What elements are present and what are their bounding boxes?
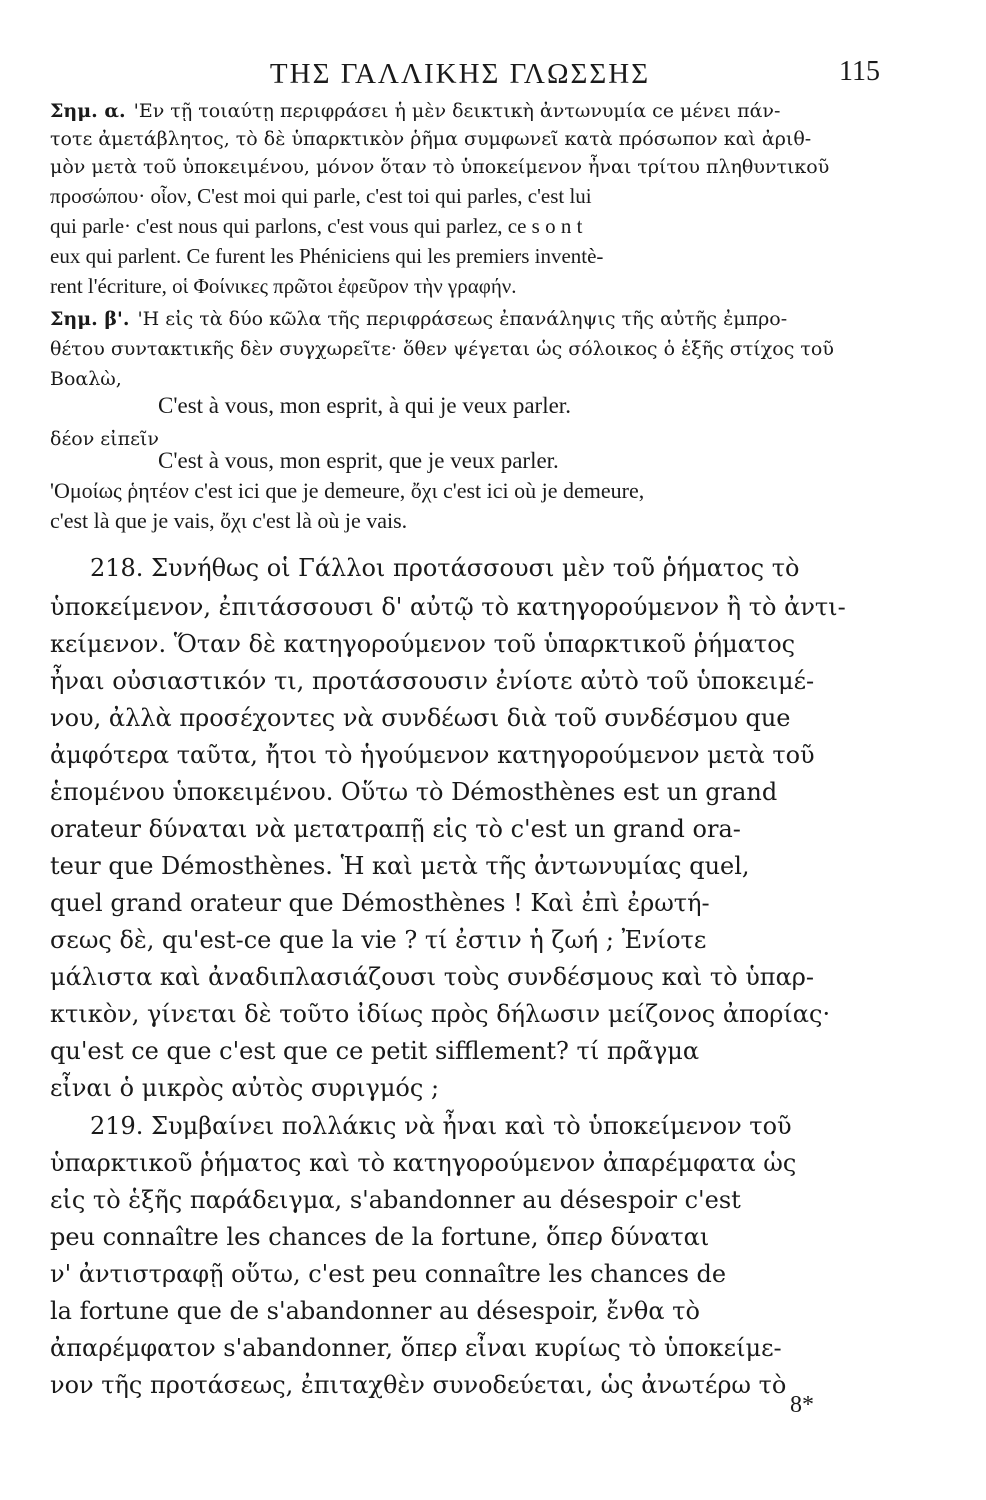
note-a-line-1	[50, 100, 878, 122]
s219-line-1	[50, 1112, 918, 1140]
s219-number: 219.	[90, 1112, 144, 1140]
note-c-line-2: c'est là que je vais, ὄχι c'est là où je vais.	[50, 508, 408, 533]
note-c-line-1: 'Ομοίως ῥητέον c'est ici que je demeure, ὄχι c'est ici où je demeure,	[50, 478, 645, 503]
note-a-line-6: eux qui parlent. Ce furent les Phéniciens qui les premiers inventè-	[50, 244, 604, 268]
s218-number: 218.	[90, 554, 144, 582]
page-number: 115	[839, 56, 880, 87]
s218-line-15: εἶναι ὁ μικρὸς αὐτὸς συριγμός ;	[50, 1074, 440, 1102]
note-a-line-2: τοτε ἀμετάβλητος, τὸ δὲ ὑπαρκτικὸν ῥῆμα συμφωνεῖ κατὰ πρόσωπον καὶ ἀριθ-	[50, 128, 812, 150]
note-a-line-7: rent l'écriture, οἱ Φοίνικες πρῶτοι ἐφεῦρον τὴν γραφήν.	[50, 274, 517, 298]
note-b-label: Σημ. β'.	[50, 308, 130, 330]
note-b-line-3: Βοαλὼ,	[50, 368, 122, 390]
s218-line-13: κτικὸν, γίνεται δὲ τοῦτο ἰδίως πρὸς δήλωσιν μείζονος ἀπορίας·	[50, 1000, 831, 1028]
s218-line-5: νου, ἀλλὰ προσέχοντες νὰ συνδέωσι διὰ τοῦ συνδέσμου que	[50, 704, 791, 732]
signature-mark: 8*	[790, 1392, 814, 1418]
s218-line-7: ἑπομένου ὑποκειμένου. Οὕτω τὸ Démosthènes est un grand	[50, 778, 778, 806]
s219-line-3: εἰς τὸ ἑξῆς παράδειγμα, s'abandonner au désespoir c'est	[50, 1186, 741, 1214]
s219-line-2: ὑπαρκτικοῦ ῥήματος καὶ τὸ κατηγορούμενον ἀπαρέμφατα ὡς	[50, 1149, 797, 1177]
s219-line-6: la fortune que de s'abandonner au désespoir, ἔνθα τὸ	[50, 1297, 700, 1325]
s219-line-4: peu connaître les chances de la fortune, ὅπερ δύναται	[50, 1223, 710, 1251]
note-b-line-2: θέτου συντακτικῆς δὲν συγχωρεῖτε· ὅθεν ψέγεται ὡς σόλοικος ὁ ἑξῆς στίχος τοῦ	[50, 338, 834, 360]
s218-line-9: teur que Démosthènes. Ἡ καὶ μετὰ τῆς ἀντωνυμίας quel,	[50, 852, 750, 880]
s218-line-1	[50, 554, 918, 582]
quote-2: C'est à vous, mon esprit, que je veux parler.	[158, 448, 559, 473]
s218-line-12: μάλιστα καὶ ἀναδιπλασιάζουσι τοὺς συνδέσμους καὶ τὸ ὑπαρ-	[50, 963, 815, 991]
deon-eipein: δέον εἰπεῖν	[50, 428, 159, 450]
s218-line-11: σεως δὲ, qu'est-ce que la vie ? τί ἐστιν ἡ ζωή ; Ἐνίοτε	[50, 926, 707, 954]
note-a-line-4: προσώπου· οἷον, C'est moi qui parle, c'est toi qui parles, c'est lui	[50, 184, 592, 208]
s218-line-10: quel grand orateur que Démosthènes ! Καὶ ἐπὶ ἐρωτή-	[50, 889, 710, 917]
note-b-line-1	[50, 308, 878, 330]
s218-text-first: Συνήθως οἱ Γάλλοι προτάσσουσι μὲν τοῦ ῥήματος τὸ	[151, 554, 800, 582]
note-a-text: 'Εν τῇ τοιαύτῃ περιφράσει ἡ μὲν δεικτικὴ ἀντωνυμία ce μένει πάν-	[133, 100, 781, 122]
s218-line-6: ἀμφότερα ταῦτα, ἤτοι τὸ ἡγούμενον κατηγορούμενον μετὰ τοῦ	[50, 741, 815, 769]
running-title: ΤΗΣ ΓΑΛΛΙΚΗΣ ΓΛΩΣΣΗΣ	[269, 58, 651, 90]
s219-line-5: ν' ἀντιστραφῇ οὕτω, c'est peu connaître les chances de	[50, 1260, 727, 1288]
s218-line-3: κείμενον. Ὅταν δὲ κατηγορούμενον τοῦ ὑπαρκτικοῦ ῥήματος	[50, 630, 796, 658]
s219-line-7: ἀπαρέμφατον s'abandonner, ὅπερ εἶναι κυρίως τὸ ὑποκείμε-	[50, 1334, 782, 1362]
s219-text-first: Συμβαίνει πολλάκις νὰ ἦναι καὶ τὸ ὑποκείμενον τοῦ	[151, 1112, 792, 1140]
s218-line-8: orateur δύναται νὰ μετατραπῇ εἰς τὸ c'est un grand ora-	[50, 815, 741, 843]
note-a-line-3: μὸν μετὰ τοῦ ὑποκειμένου, μόνον ὅταν τὸ ὑποκείμενον ἦναι τρίτου πληθυντικοῦ	[50, 156, 830, 178]
page-header	[40, 58, 880, 98]
note-a-label: Σημ. α.	[50, 100, 126, 122]
s218-line-2: ὑποκείμενον, ἐπιτάσσουσι δ' αὐτῷ τὸ κατηγορούμενον ἢ τὸ ἀντι-	[50, 593, 846, 621]
note-a-line-5: qui parle· c'est nous qui parlons, c'est vous qui parlez, ce s o n t	[50, 214, 583, 238]
s218-line-4: ἦναι οὐσιαστικόν τι, προτάσσουσιν ἐνίοτε αὐτὸ τοῦ ὑποκειμέ-	[50, 667, 815, 695]
s219-line-8: νον τῆς προτάσεως, ἐπιταχθὲν συνοδεύεται, ὡς ἀνωτέρω τὸ	[50, 1371, 787, 1399]
note-b-text: 'Η εἰς τὰ δύο κῶλα τῆς περιφράσεως ἐπανάληψις τῆς αὐτῆς ἐμπρο-	[137, 308, 788, 330]
quote-1: C'est à vous, mon esprit, à qui je veux parler.	[158, 393, 571, 418]
s218-line-14: qu'est ce que c'est que ce petit sifflement? τί πρᾶγμα	[50, 1037, 700, 1065]
